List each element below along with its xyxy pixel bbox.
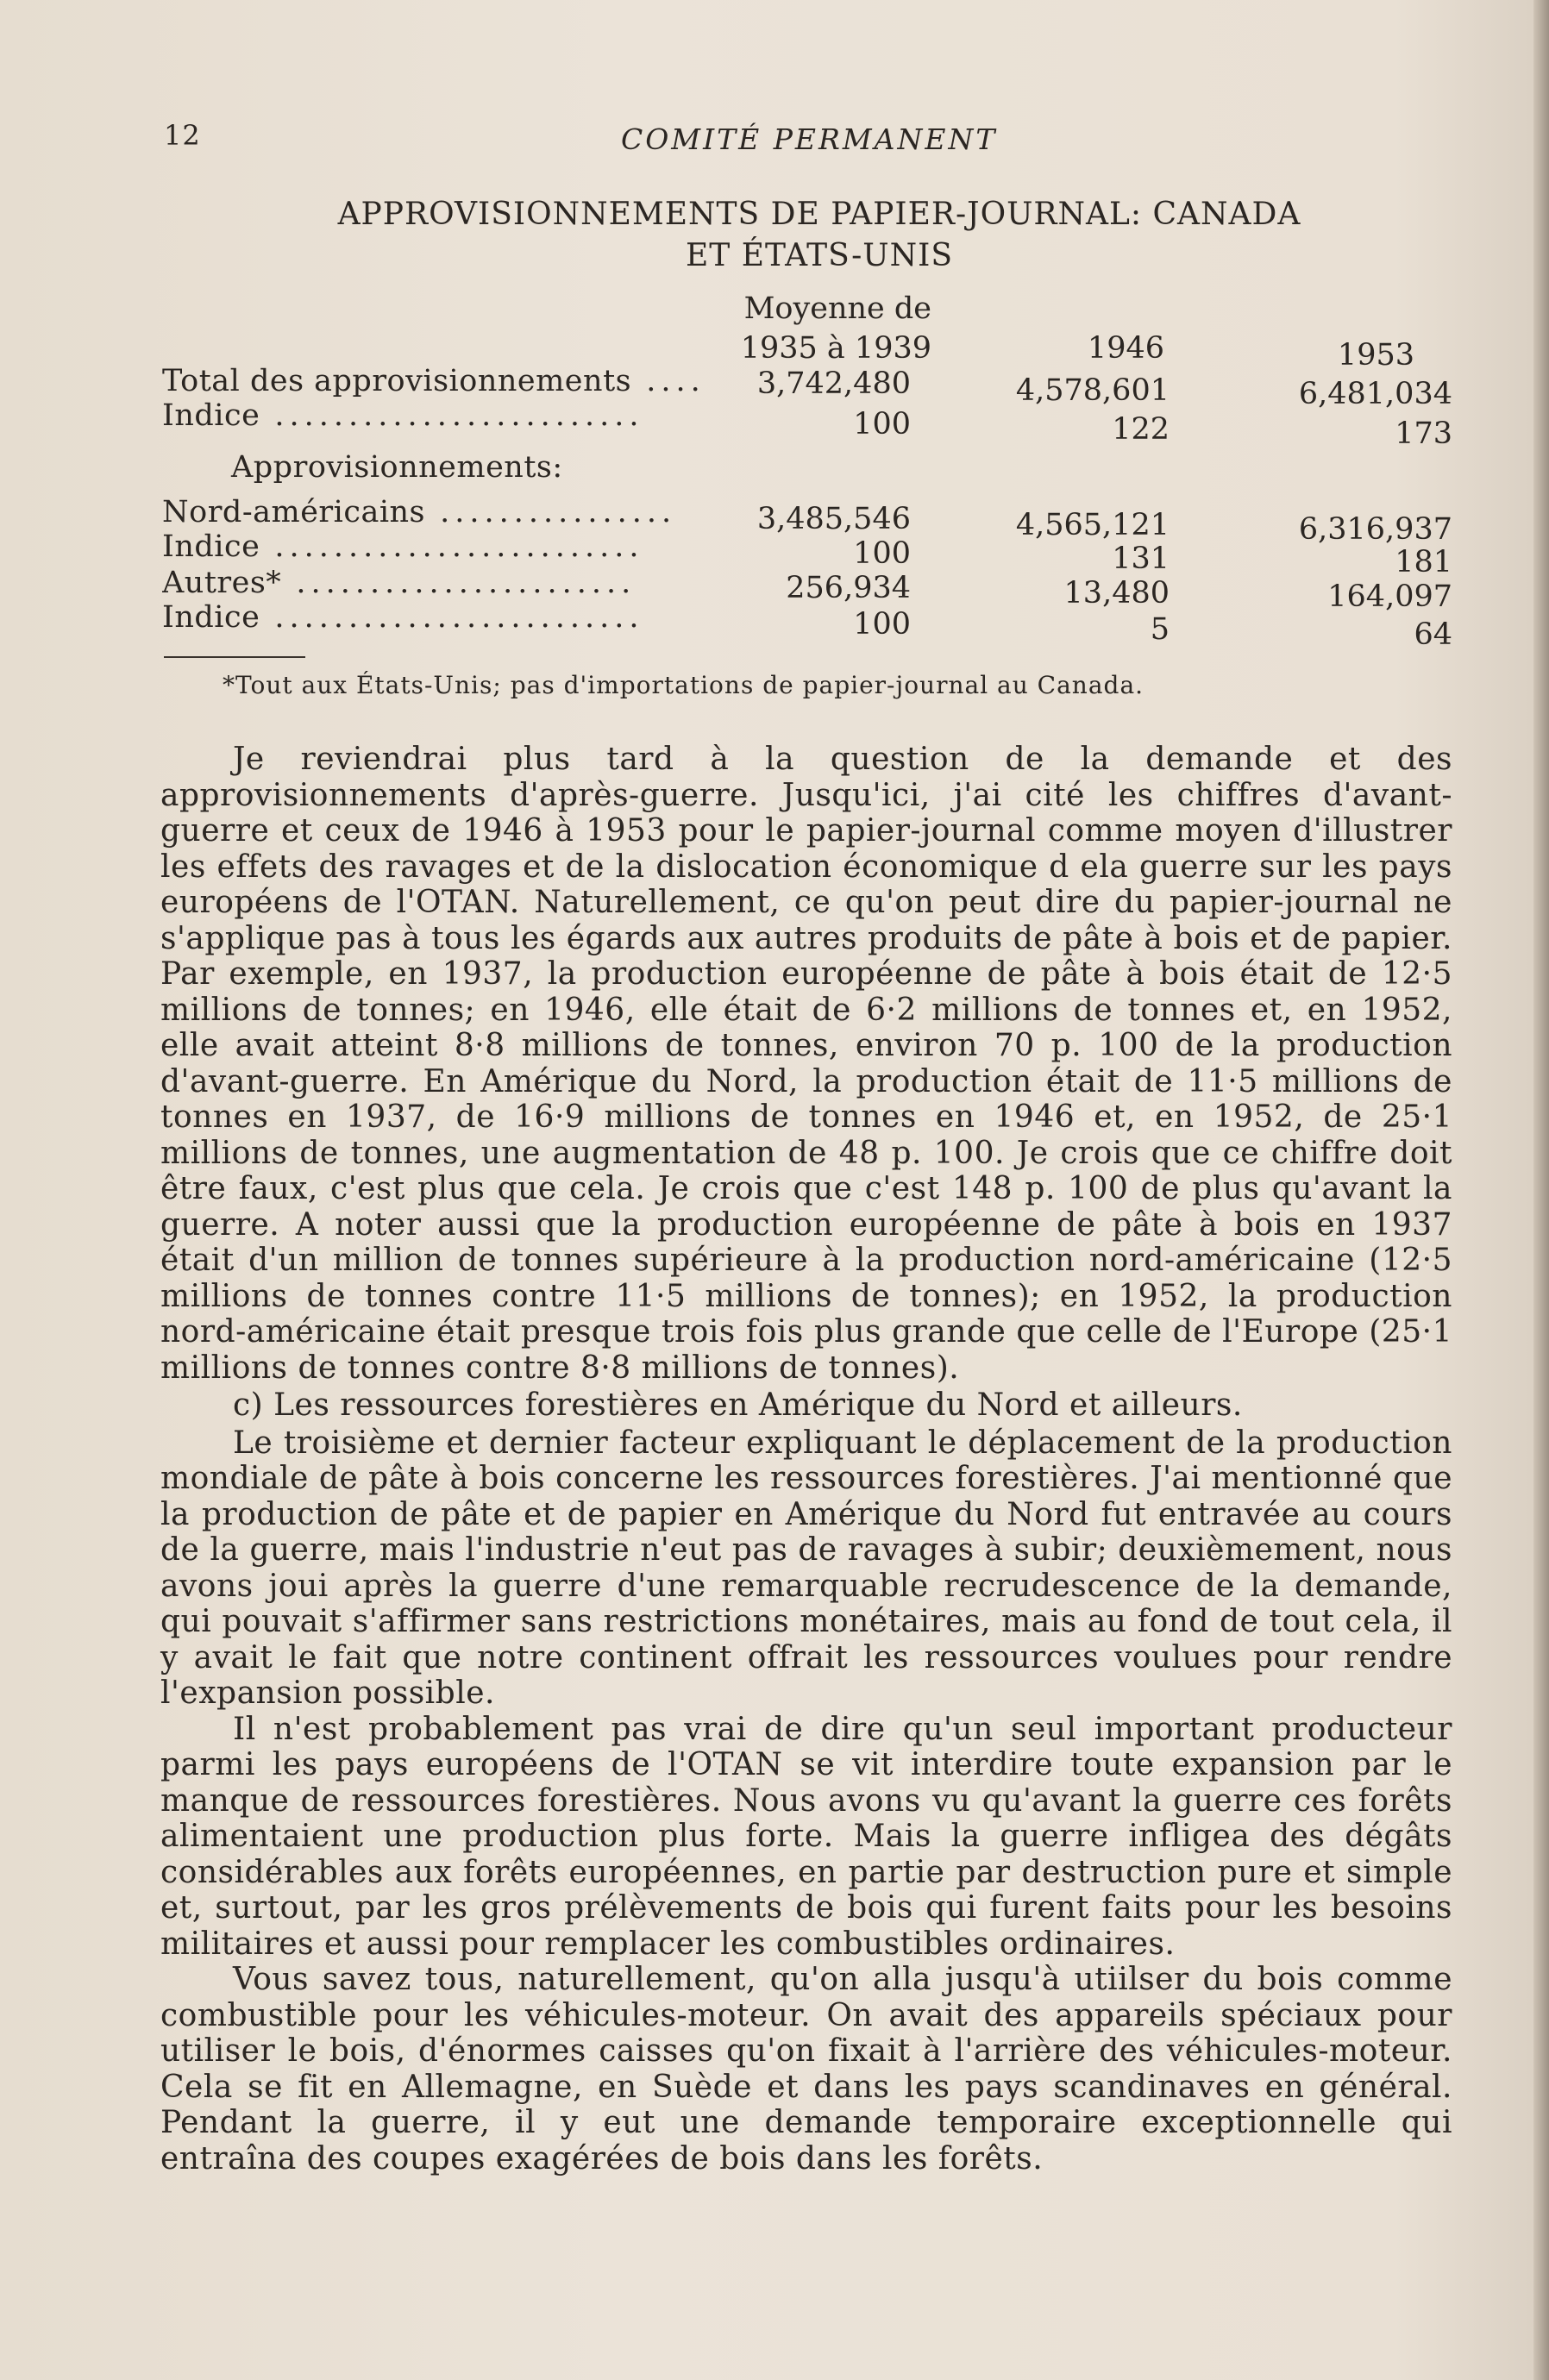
paragraph: Il n'est probablement pas vrai de dire qu'un seul important producteur parmi les pays européens de l'OTAN se vit interdire toute expansion par le manque de ressources forestières. Nous avons vu qu'avant la guerre ces forêts alimentaient une production plus forte. Mais la guerre infligea des dégâts considérables aux forêts européennes, en partie par destruction pure et simple et, surtout, par les gros prélèvements de bois qui furent faits pour les besoins militaires et aussi pour remplacer les combustibles ordinaires.: [160, 1711, 1452, 1962]
column-header-line: 1953: [1337, 338, 1414, 373]
running-title: COMITÉ PERMANENT: [621, 122, 998, 156]
section-heading: c) Les ressources forestières en Amérique du Nord et ailleurs.: [233, 1387, 1243, 1423]
table-title-line-2: ET ÉTATS-UNIS: [686, 238, 953, 273]
row-label-indice: Indice .........................: [162, 600, 644, 635]
table-cell: 5: [1150, 612, 1170, 647]
table-cell: 4,578,601: [1015, 373, 1170, 408]
table-cell: 4,565,121: [1015, 508, 1170, 542]
page-edge: [1533, 0, 1549, 2380]
row-label-text: Indice: [162, 529, 260, 564]
table-cell: 100: [853, 607, 911, 642]
table-cell: 131: [1112, 542, 1170, 576]
table-title: [259, 194, 1380, 277]
row-label-indice: Indice .........................: [162, 398, 644, 433]
row-label-total: Total des approvisionnements ....: [162, 364, 706, 398]
body-text: [160, 742, 1452, 2176]
page-number: 12: [164, 119, 201, 152]
row-label-nord-americains: Nord-américains ................: [162, 495, 677, 529]
paragraph: Le troisième et dernier facteur expliquant le déplacement de la production mondiale de pâte à bois concerne les ressources forestières. J'ai mentionné que la production de pâte et de papier en Amérique du Nord fut entravée au cours de la guerre, mais l'industrie n'eut pas de ravages à subir; deuxièmement, nous avons joui après la guerre d'une remarquable recrudescence de la demande, qui pouvait s'affirmer sans restrictions monétaires, mais au fond de tout cela, il y avait le fait que notre continent offrait les ressources voulues pour rendre l'expansion possible.: [160, 1425, 1452, 1711]
paragraph: Je reviendrai plus tard à la question de la demande et des approvisionnements d'après-guerre. Jusqu'ici, j'ai cité les chiffres d'avant-guerre et ceux de 1946 à 1953 pour le papier-journal comme moyen d'illustrer les effets des ravages et de la dislocation économique d ela guerre sur les pays européens de l'OTAN. Naturellement, ce qu'on peut dire du papier-journal ne s'applique pas à tous les égards aux autres produits de pâte à bois et de papier. Par exemple, en 1937, la production européenne de pâte à bois était de 12·5 millions de tonnes; en 1946, elle était de 6·2 millions de tonnes et, en 1952, elle avait atteint 8·8 millions de tonnes, environ 70 p. 100 de la production d'avant-guerre. En Amérique du Nord, la production était de 11·5 millions de tonnes en 1937, de 16·9 millions de tonnes en 1946 et, en 1952, de 25·1 millions de tonnes, une augmentation de 48 p. 100. Je crois que ce chiffre doit être faux, c'est plus que cela. Je crois que c'est 148 p. 100 de plus qu'avant la guerre. A noter aussi que la production européenne de pâte à bois en 1937 était d'un million de tonnes supérieure à la production nord-américaine (12·5 millions de tonnes contre 11·5 millions de tonnes); en 1952, la production nord-américaine était presque trois fois plus grande que celle de l'Europe (25·1 millions de tonnes contre 8·8 millions de tonnes).: [160, 742, 1452, 1386]
row-label-indice: Indice .........................: [162, 529, 644, 564]
row-label-text: Total des approvisionnements: [162, 364, 632, 398]
row-label-text: Indice: [162, 600, 260, 635]
table-cell: 164,097: [1327, 579, 1452, 614]
table-cell: 6,481,034: [1298, 377, 1452, 411]
column-header-1953: [1199, 335, 1414, 375]
section-label: Approvisionnements:: [231, 450, 563, 485]
table-cell: 64: [1414, 617, 1452, 652]
row-label-text: Indice: [162, 398, 260, 433]
table-cell: 3,485,546: [756, 502, 911, 536]
footnote-rule: [164, 656, 305, 658]
column-header-1946: [949, 329, 1164, 368]
table-cell: 256,934: [786, 571, 911, 605]
row-label-text: Autres*: [162, 566, 282, 600]
column-header-line: 1946: [1087, 331, 1164, 366]
column-header-prewar: [673, 289, 931, 368]
table-cell: 122: [1112, 412, 1170, 447]
table-cell: 100: [853, 407, 911, 442]
column-header-line: 1935 à 1939: [740, 331, 931, 366]
table-title-line-1: APPROVISIONNEMENTS DE PAPIER-JOURNAL: CANADA: [337, 197, 1301, 232]
column-header-line: Moyenne de: [743, 291, 931, 326]
table-cell: 3,742,480: [756, 366, 911, 401]
row-label-autres: Autres* .......................: [162, 566, 637, 600]
table-footnote: *Tout aux États-Unis; pas d'importations de papier-journal au Canada.: [223, 671, 1145, 699]
table-cell: 173: [1395, 416, 1452, 451]
table-cell: 6,316,937: [1298, 512, 1452, 547]
row-label-text: Nord-américains: [162, 495, 426, 529]
table-cell: 181: [1395, 545, 1452, 579]
table-cell: 13,480: [1063, 576, 1170, 611]
table-cell: 100: [853, 536, 911, 571]
paragraph: Vous savez tous, naturellement, qu'on alla jusqu'à utiilser du bois comme combustible pour les véhicules-moteur. On avait des appareils spéciaux pour utiliser le bois, d'énormes caisses qu'on fixait à l'arrière des véhicules-moteur. Cela se fit en Allemagne, en Suède et dans les pays scandinaves en général. Pendant la guerre, il y eut une demande temporaire exceptionnelle qui entraîna des coupes exagérées de bois dans les forêts.: [160, 1962, 1452, 2176]
